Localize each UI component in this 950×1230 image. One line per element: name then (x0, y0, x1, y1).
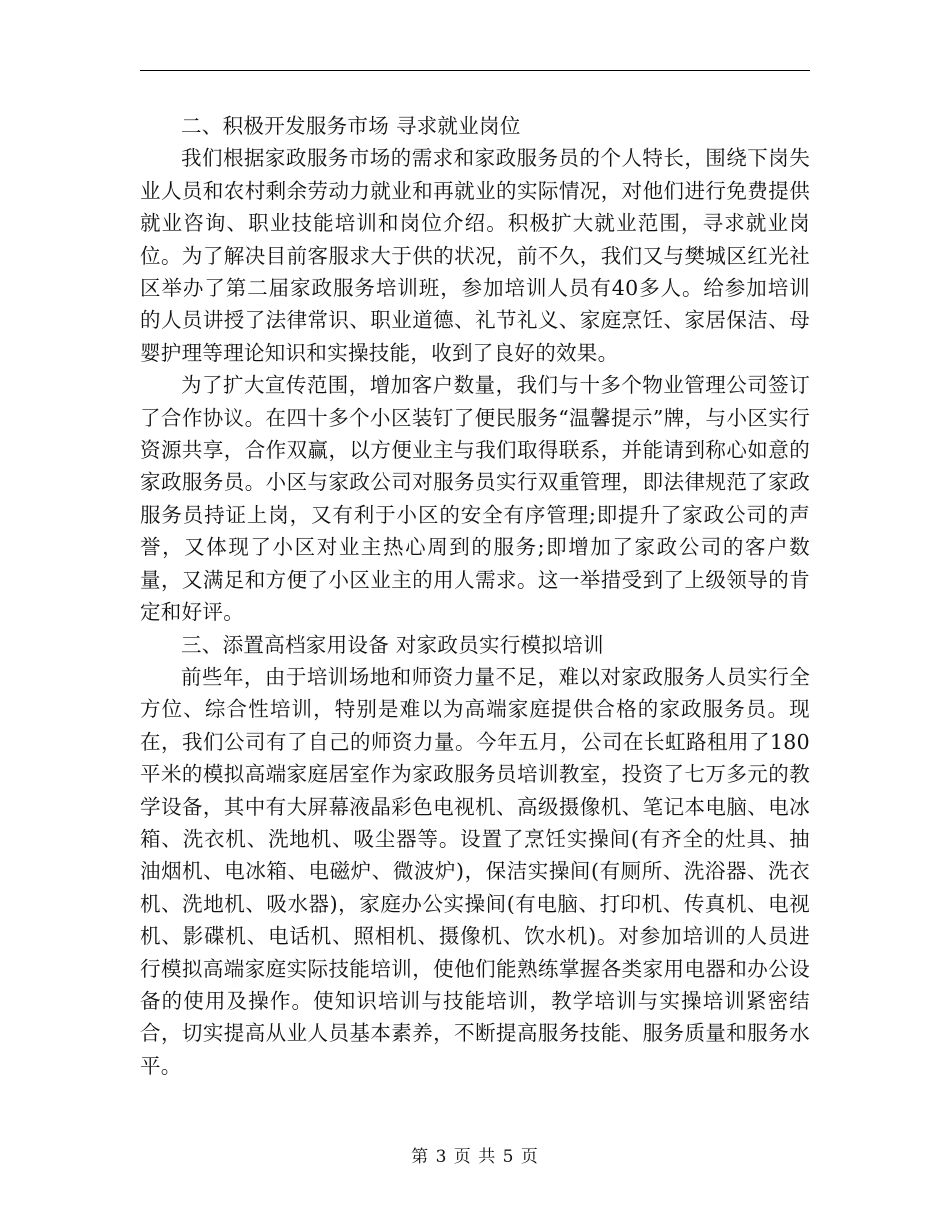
body-paragraph: 为了扩大宣传范围，增加客户数量，我们与十多个物业管理公司签订了合作协议。在四十多个小区装钉了便民服务“温馨提示”牌，与小区实行资源共享，合作双赢，以方便业主与我们取得联系，并能请到称心如意的家政服务员。小区与家政公司对服务员实行双重管理，即法律规范了家政服务员持证上岗，又有利于小区的安全有序管理;即提升了家政公司的声誉，又体现了小区对业主热心周到的服务;即增加了家政公司的客户数量，又满足和方便了小区业主的用人需求。这一举措受到了上级领导的肯定和好评。 (140, 373, 810, 625)
body-paragraph: 前些年，由于培训场地和师资力量不足，难以对家政服务人员实行全方位、综合性培训，特别是难以为高端家庭提供合格的家政服务员。现在，我们公司有了自己的师资力量。今年五月，公司在长虹路租用了180平米的模拟高端家庭居室作为家政服务员培训教室，投资了七万多元的教学设备，其中有大屏幕液晶彩色电视机、高级摄像机、笔记本电脑、电冰箱、洗衣机、洗地机、吸尘器等。设置了烹饪实操间(有齐全的灶具、抽油烟机、电冰箱、电磁炉、微波炉)，保洁实操间(有厕所、洗浴器、洗衣机、洗地机、吸水器)，家庭办公实操间(有电脑、打印机、传真机、电视机、影碟机、电话机、照相机、摄像机、饮水机)。对参加培训的人员进行模拟高端家庭实际技能培训，使他们能熟练掌握各类家用电器和办公设备的使用及操作。使知识培训与技能培训，教学培训与实操培训紧密结合，切实提高从业人员基本素养，不断提高服务技能、服务质量和服务水平。 (140, 664, 810, 1078)
document-body (140, 110, 810, 1082)
header-rule (140, 70, 810, 71)
page-footer (0, 1142, 950, 1167)
page-number: 第 3 页 共 5 页 (411, 1147, 539, 1167)
section-heading-2: 二、积极开发服务市场 寻求就业岗位 (181, 114, 521, 138)
body-paragraph: 我们根据家政服务市场的需求和家政服务员的个人特长，围绕下岗失业人员和农村剩余劳动力就业和再就业的实际情况，对他们进行免费提供就业咨询、职业技能培训和岗位介绍。积极扩大就业范围，寻求就业岗位。为了解决目前客服求大于供的状况，前不久，我们又与樊城区红光社区举办了第二届家政服务培训班，参加培训人员有40多人。给参加培训的人员讲授了法律常识、职业道德、礼节礼义、家庭烹饪、家居保洁、母婴护理等理论知识和实操技能，收到了良好的效果。 (140, 146, 810, 365)
section-heading-3: 三、添置高档家用设备 对家政员实行模拟培训 (181, 632, 604, 657)
